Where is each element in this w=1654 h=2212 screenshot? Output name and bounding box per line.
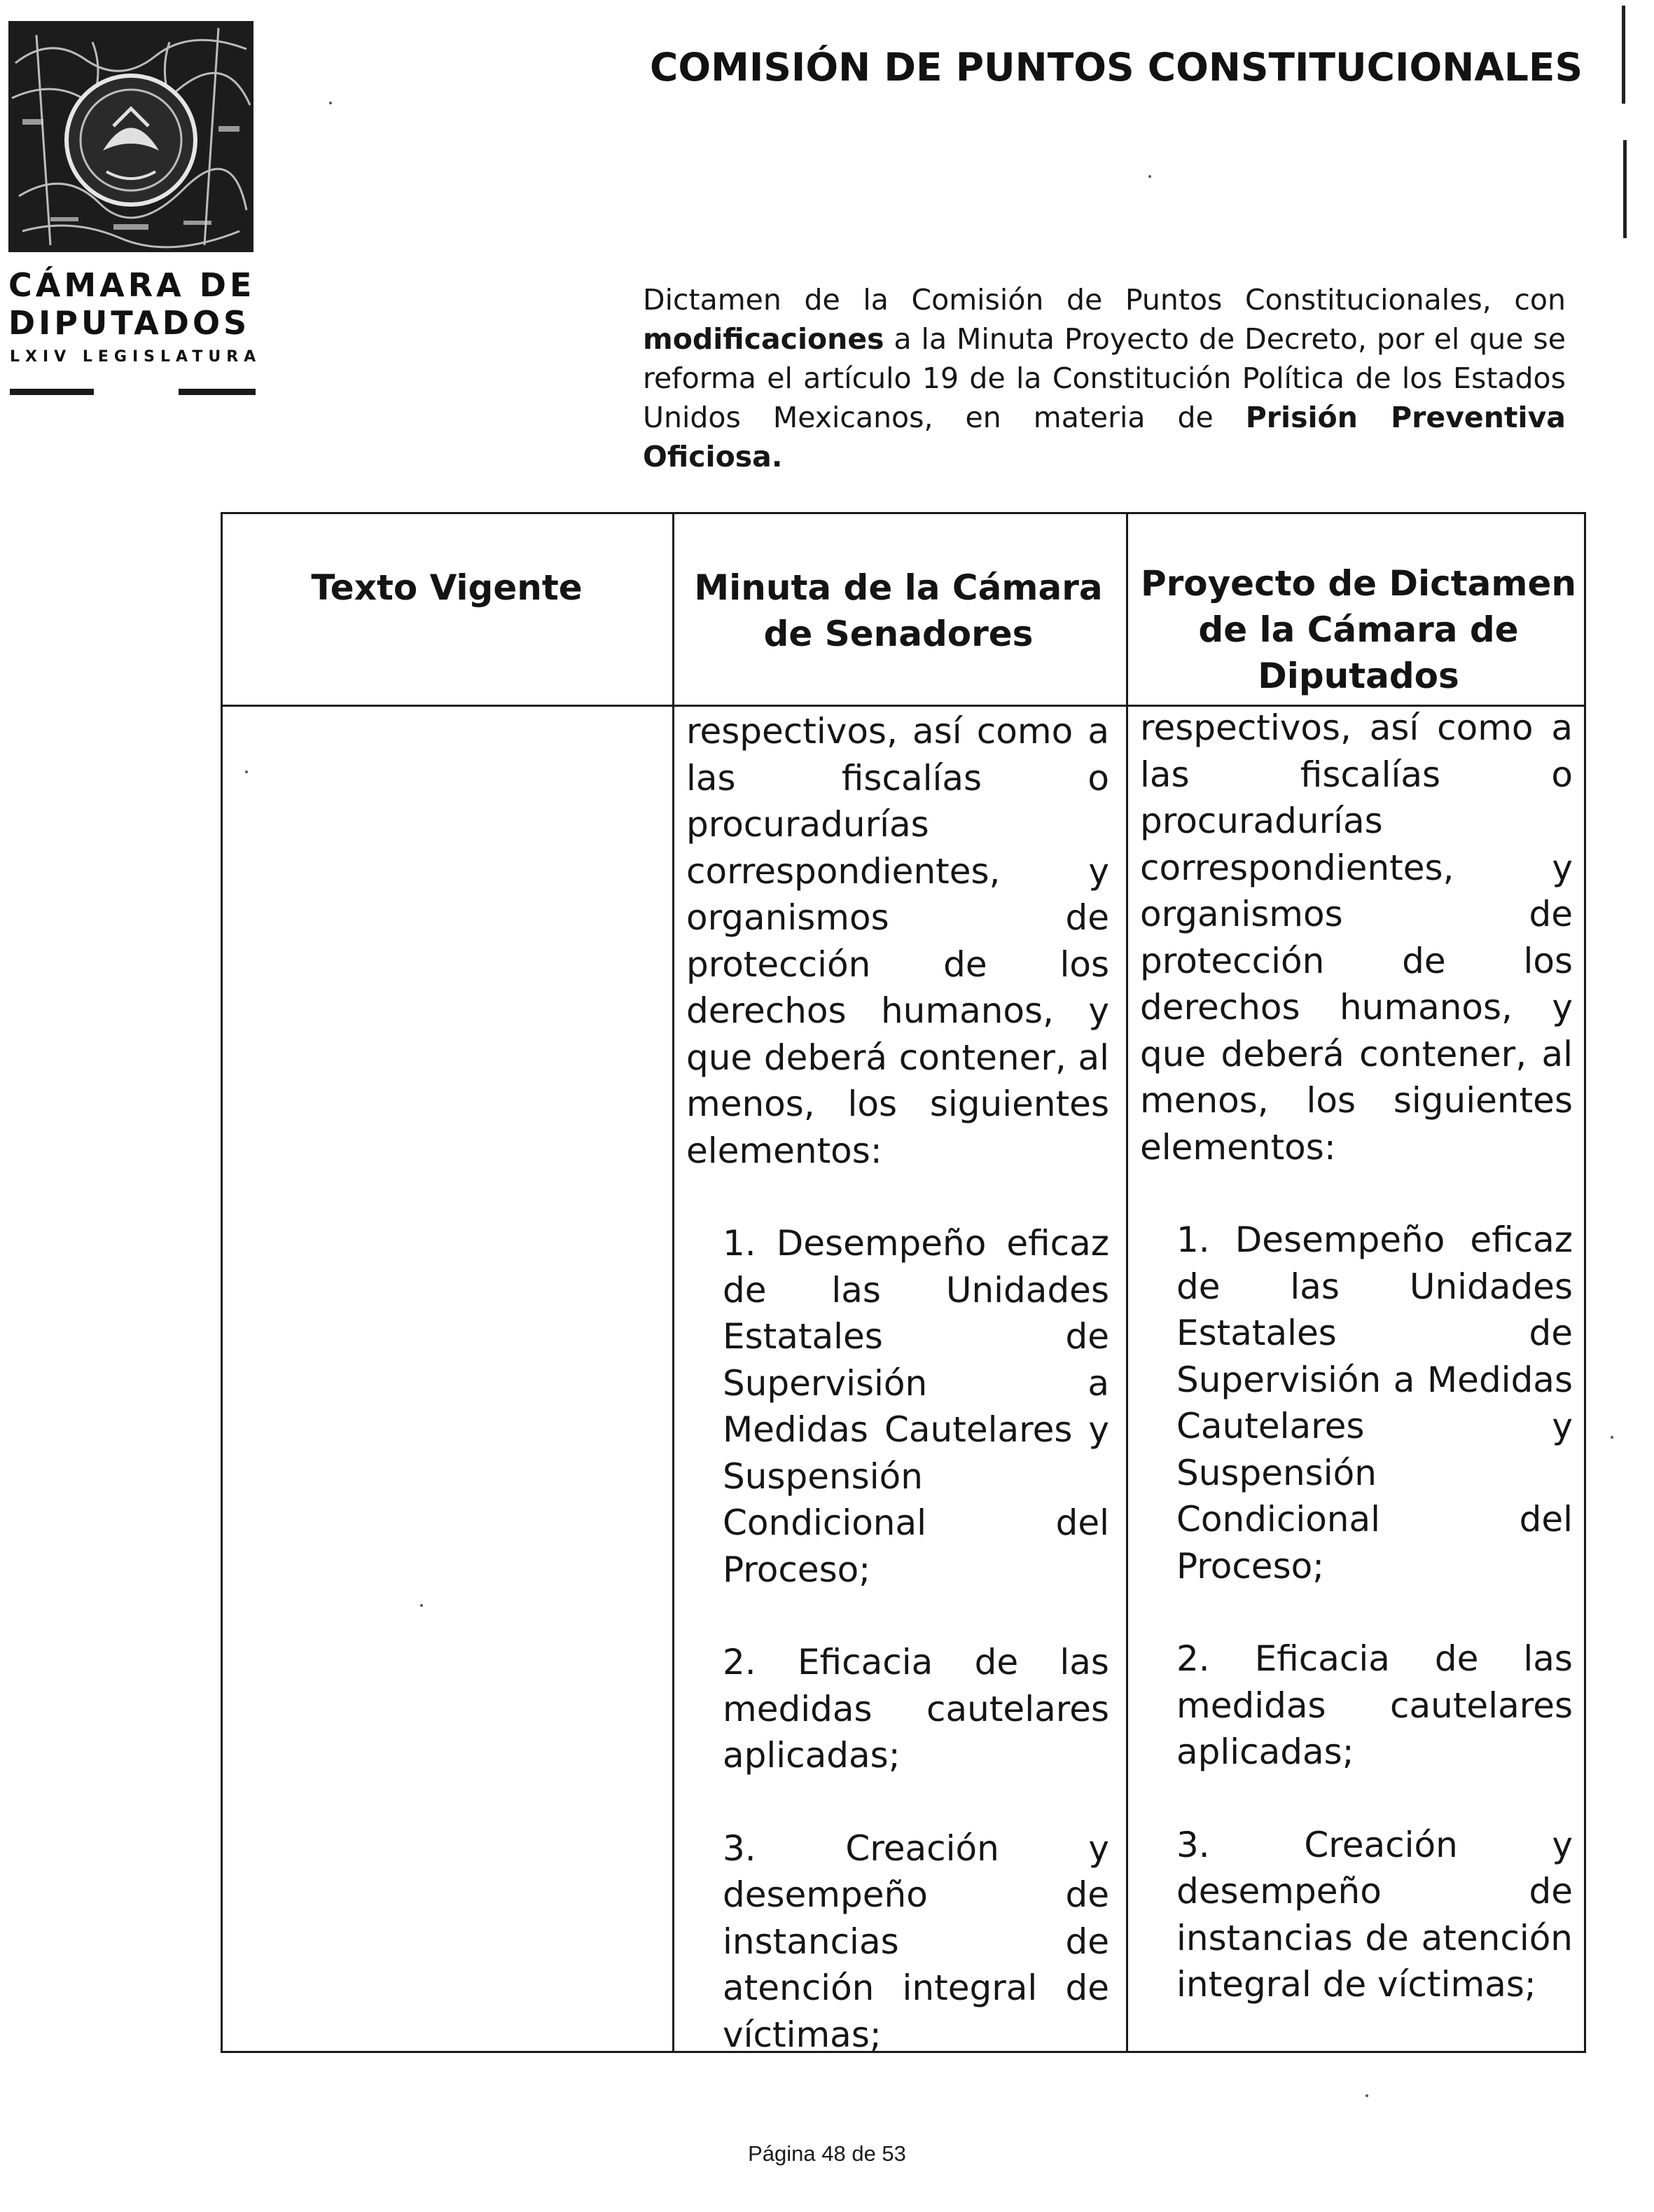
eagle-emblem-icon <box>8 21 253 252</box>
scan-speck <box>329 102 332 104</box>
proyecto-cell <box>1140 705 1573 2008</box>
legislature-label: LXIV LEGISLATURA <box>10 348 262 366</box>
comparison-table <box>221 512 1586 2053</box>
scan-edge-line-top <box>1622 6 1625 104</box>
dictamen-bold-modificaciones: modificaciones <box>643 322 884 356</box>
proyecto-item-1: 1. Desempeño eficaz de las Unidades Estatales de Supervisión a Medidas Cautelares y Suspensión Condicional del Proceso; <box>1176 1219 1573 1587</box>
dictamen-bold-topic: Prisión Preventiva Oficiosa. <box>643 401 1566 473</box>
scan-speck <box>420 1604 423 1607</box>
header-proyecto-dictamen: Proyecto de Dictamen de la Cámara de Diputados <box>1140 563 1577 696</box>
chamber-emblem-logo <box>8 21 253 252</box>
chamber-name-line2: DIPUTADOS <box>8 304 251 342</box>
commission-title: COMISIÓN DE PUNTOS CONSTITUCIONALES <box>650 45 1583 90</box>
minuta-item-3: 3. Creación y desempeño de instancias de atención integral de víctimas; <box>723 1827 1109 2055</box>
proyecto-item-3: 3. Creación y desempeño de instancias de atención integral de víctimas; <box>1176 1824 1573 2005</box>
scan-speck <box>1365 2094 1368 2097</box>
scan-speck <box>1611 1436 1613 1439</box>
table-divider-2 <box>1126 514 1128 2051</box>
dictamen-text-2: a la Minuta Proyecto de Decreto, por el que se reforma el artículo 19 de la Constitución Política de los Estados Unidos Mexicanos, en materia de <box>643 322 1566 434</box>
page-number: Página 48 de 53 <box>748 2141 906 2166</box>
decorative-bar-left <box>10 389 94 395</box>
minuta-intro: respectivos, así como a las fiscalías o procuradurías correspondientes, y organismos de protección de los derechos humanos, y que deberá contener, al menos, los siguientes elementos: <box>686 711 1109 1171</box>
table-divider-1 <box>672 514 674 2051</box>
proyecto-item-2: 2. Eficacia de las medidas cautelares aplicadas; <box>1176 1638 1573 1772</box>
chamber-name-line1: CÁMARA DE <box>8 266 256 304</box>
header-texto-vigente: Texto Vigente <box>311 567 583 608</box>
minuta-item-2: 2. Eficacia de las medidas cautelares aplicadas; <box>723 1642 1109 1776</box>
proyecto-intro: respectivos, así como a las fiscalías o procuradurías correspondientes, y organismos de protección de los derechos humanos, y que deberá contener, al menos, los siguientes elementos: <box>1140 707 1573 1168</box>
minuta-item-1: 1. Desempeño eficaz de las Unidades Estatales de Supervisión a Medidas Cautelares y Suspensión Condicional del Proceso; <box>723 1223 1109 1590</box>
minuta-cell <box>686 708 1109 2058</box>
chamber-name <box>8 266 260 342</box>
dictamen-summary <box>643 280 1566 476</box>
scan-edge-line-mid <box>1623 140 1627 238</box>
decorative-bar-right <box>179 389 256 395</box>
dictamen-text-1: Dictamen de la Comisión de Puntos Constitucionales, con <box>643 283 1566 317</box>
scan-speck <box>1148 175 1151 178</box>
scan-speck <box>245 770 248 773</box>
header-minuta-senadores: Minuta de la Cámara de Senadores <box>694 567 1103 654</box>
